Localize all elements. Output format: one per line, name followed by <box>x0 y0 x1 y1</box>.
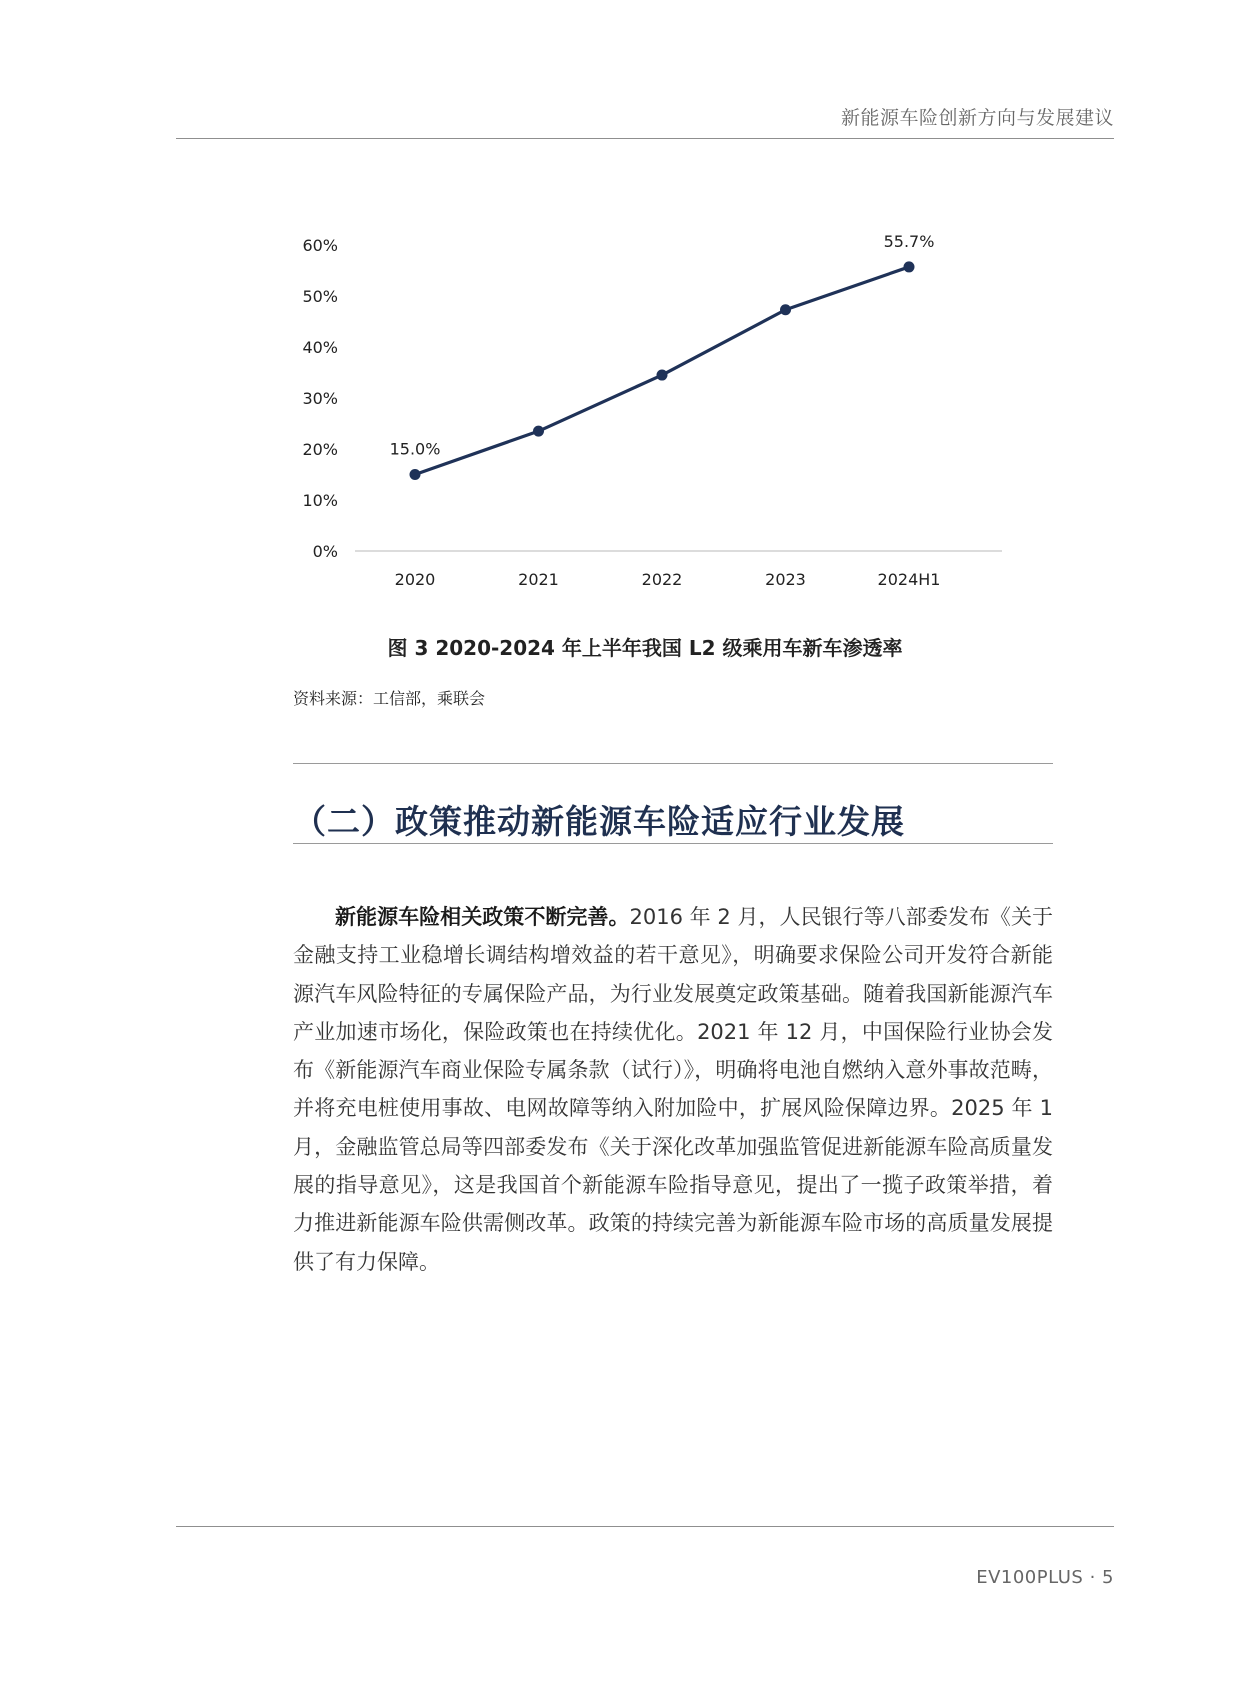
header-rule <box>176 138 1114 139</box>
figure-source: 资料来源：工信部，乘联会 <box>293 689 486 708</box>
page-number: 5 <box>1102 1567 1114 1588</box>
data-point <box>657 370 668 381</box>
y-tick-label: 30% <box>302 389 338 408</box>
x-axis <box>395 570 941 589</box>
y-tick-label: 60% <box>302 236 338 255</box>
data-point <box>780 304 791 315</box>
data-labels <box>390 232 935 459</box>
x-tick-label: 2021 <box>518 570 559 589</box>
x-tick-label: 2023 <box>765 570 806 589</box>
page-footer <box>976 1567 1114 1588</box>
y-tick-label: 50% <box>302 287 338 306</box>
running-header-title: 新能源车险创新方向与发展建议 <box>840 107 1114 129</box>
paragraph-text: 2016 年 2 月，人民银行等八部委发布《关于金融支持工业稳增长调结构增效益的若干意见》，明确要求保险公司开发符合新能源汽车风险特征的专属保险产品，为行业发展奠定政策基础。随着我国新能源汽车产业加速市场化，保险政策也在持续优化。2021 年 12 月，中国保险行业协会发布《新能源汽车商业保险专属条款（试行）》，明确将电池自燃纳入意外事故范畴，并将充电桩使用事故、电网故障等纳入附加险中，扩展风险保障边界。2025 年 1 月，金融监管总局等四部委发布《关于深化改革加强监管促进新能源车险高质量发展的指导意见》，这是我国首个新能源车险指导意见，提出了一揽子政策举措，着力推进新能源车险供需侧改革。政策的持续完善为新能源车险市场的高质量发展提供了有力保障。 <box>293 905 1053 1274</box>
data-point <box>904 261 915 272</box>
y-tick-label: 10% <box>302 491 338 510</box>
penetration-line-chart <box>290 210 1050 610</box>
x-tick-label: 2024H1 <box>877 570 941 589</box>
y-tick-label: 20% <box>302 440 338 459</box>
section-bottom-rule <box>293 843 1053 844</box>
data-label: 55.7% <box>883 231 935 251</box>
x-tick-label: 2022 <box>641 570 683 589</box>
data-points <box>410 261 915 480</box>
y-axis <box>302 236 338 561</box>
body-paragraph <box>293 898 1053 1281</box>
lead-sentence: 新能源车险相关政策不断完善。 <box>335 905 630 929</box>
data-point <box>410 469 421 480</box>
x-tick-label: 2020 <box>394 570 436 589</box>
y-tick-label: 0% <box>312 542 338 561</box>
section-top-rule <box>293 763 1053 764</box>
section-heading: （二）政策推动新能源车险适应行业发展 <box>293 802 905 841</box>
y-tick-label: 40% <box>302 338 338 357</box>
figure-caption: 图 3 2020-2024 年上半年我国 L2 级乘用车新车渗透率 <box>387 636 903 660</box>
footer-separator: · <box>1089 1567 1096 1588</box>
footer-rule <box>176 1526 1114 1527</box>
data-label: 15.0% <box>389 439 441 459</box>
data-point <box>533 426 544 437</box>
footer-brand: EV100PLUS <box>976 1567 1084 1588</box>
